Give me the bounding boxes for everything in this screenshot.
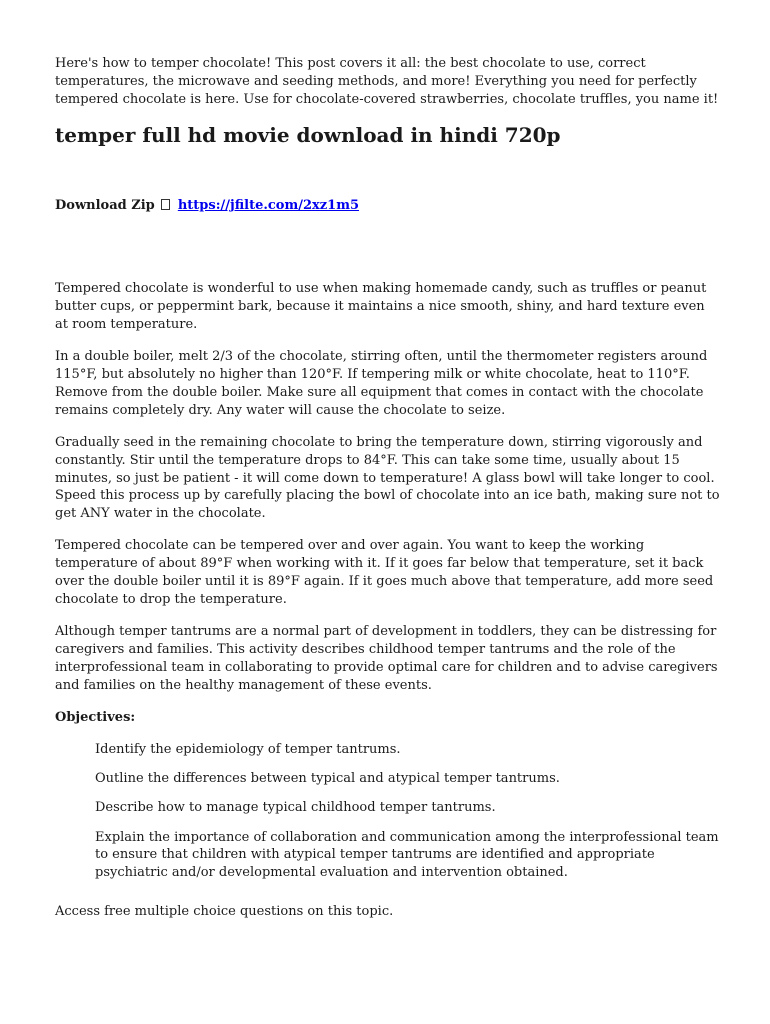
body-paragraph: Tempered chocolate is wonderful to use when making homemade candy, such as truffles or peanut butter cups, or peppermint bark, because it maintains a nice smooth, shiny, and hard texture even at room temperature.	[55, 281, 707, 332]
body-paragraph: Although temper tantrums are a normal part of development in toddlers, they can be distressing for caregivers and families. This activity describes childhood temper tantrums and the role of the interprofessional team in collaborating to provide optimal care for children and to advise caregivers and families on the healthy management of these events.	[55, 624, 718, 693]
intro-paragraph: Here's how to temper chocolate! This post covers it all: the best chocolate to use, correct temperatures, the microwave and seeding methods, and more! Everything you need for perfectly tempered chocolate is here. Use for chocolate-covered strawberries, chocolate truffles, you name it!	[55, 56, 719, 107]
access-note: Access free multiple choice questions on this topic.	[55, 903, 394, 919]
objective-item: Outline the differences between typical and atypical temper tantrums.	[95, 770, 560, 786]
body-paragraph: Gradually seed in the remaining chocolate to bring the temperature down, stirring vigorously and constantly. Stir until the temperature drops to 84°F. This can take some time, usually about 15 minutes, so just be patient - it will come down to temperature! A glass bowl will take longer to cool. Speed this process up by carefully placing the bowl of chocolate into an ice bath, making sure not to get ANY water in the chocolate.	[55, 434, 720, 522]
document-page	[55, 55, 720, 921]
body-paragraph: Tempered chocolate can be tempered over and over again. You want to keep the working temperature of about 89°F when working with it. If it goes far below that temperature, set it back over the double boiler until it is 89°F again. If it goes much above that temperature, add more seed chocolate to drop the temperature.	[55, 538, 714, 607]
objectives-list	[55, 741, 720, 882]
download-link[interactable]: https://jfilte.com/2xz1m5	[177, 198, 360, 214]
download-label: Download Zip	[55, 198, 155, 214]
objective-item: Describe how to manage typical childhood temper tantrums.	[95, 800, 496, 816]
objective-item: Explain the importance of collaboration and communication among the interprofessional team to ensure that children with atypical temper tantrums are identified and appropriate psychiatric and/or developmental evaluation and intervention obtained.	[95, 829, 719, 881]
objectives-heading: Objectives:	[55, 709, 136, 725]
body-paragraph: In a double boiler, melt 2/3 of the chocolate, stirring often, until the thermometer registers around 115°F, but absolutely no higher than 120°F. If tempering milk or white chocolate, heat to 110°F. Remove from the double boiler. Make sure all equipment that comes in contact with the chocolate remains completely dry. Any water will cause the chocolate to seize.	[55, 349, 708, 418]
missing-glyph-icon	[161, 199, 170, 210]
download-line	[55, 197, 720, 215]
page-title: temper full hd movie download in hindi 720p	[55, 123, 561, 148]
objective-item: Identify the epidemiology of temper tantrums.	[95, 741, 401, 757]
